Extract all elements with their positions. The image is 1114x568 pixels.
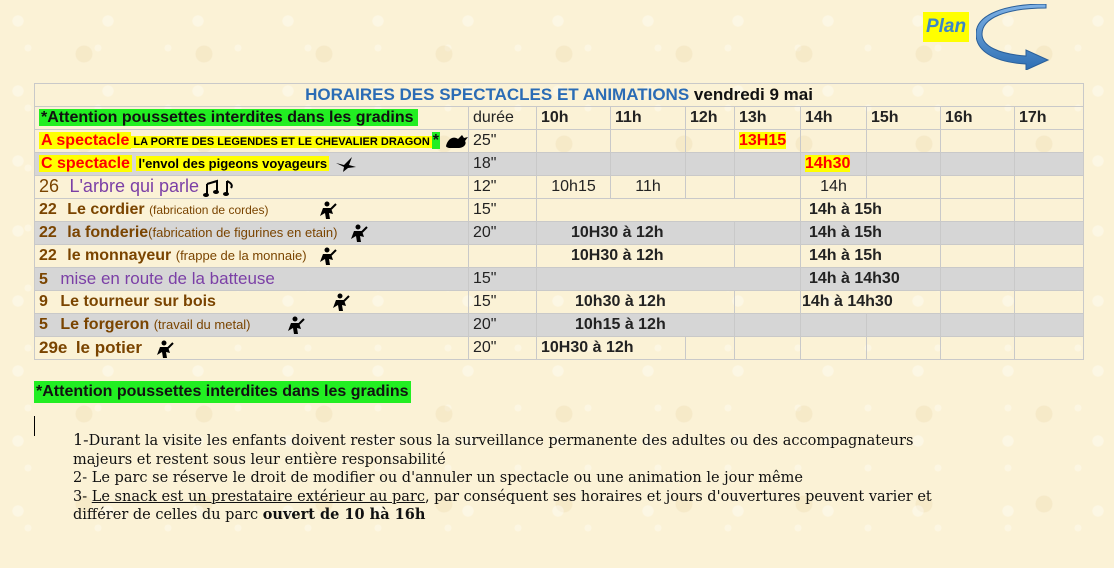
show-detail: (fabrication de figurines en etain) <box>148 225 338 241</box>
show-id: 22 <box>39 247 57 265</box>
table-row <box>35 153 1084 176</box>
header-warning-cell <box>35 107 469 130</box>
table-row <box>35 314 1084 337</box>
time-cell <box>801 153 867 176</box>
show-id: 22 <box>39 224 57 242</box>
duration-cell: 15" <box>469 291 537 314</box>
show-name: LA PORTE DES LEGENDES ET LE CHEVALIER DRAGON <box>133 136 430 149</box>
table-row <box>35 245 1084 268</box>
table-row <box>35 222 1084 245</box>
time-range-pm: 14h à 15h <box>801 245 941 268</box>
show-time: 14h30 <box>805 155 851 172</box>
header-row <box>35 107 1084 130</box>
show-cell <box>35 337 469 360</box>
note-3: 3- Le snack est un prestataire extérieur au parc, par conséquent ses horaires et jours d'ouvertures peuvent varier et <box>73 488 932 505</box>
craftsman-icon <box>285 316 305 334</box>
show-cell <box>35 291 469 314</box>
duration-cell: 25" <box>469 130 537 153</box>
show-cell <box>35 245 469 268</box>
show-name: Le forgeron <box>60 316 150 334</box>
show-name: L'arbre qui parle <box>69 176 199 197</box>
show-cell <box>35 130 469 153</box>
time-range-pm: 14h à 15h <box>801 222 941 245</box>
craftsman-icon <box>348 224 368 242</box>
notes-section <box>73 431 1013 525</box>
hour-header-14h: 14h <box>801 107 867 130</box>
time-range-pm: 14h à 14h30 <box>801 291 941 314</box>
craftsman-icon <box>317 201 337 219</box>
duration-cell: 20" <box>469 314 537 337</box>
bird-icon <box>334 155 358 173</box>
hour-header-13h: 13h <box>735 107 801 130</box>
craftsman-icon <box>154 340 174 358</box>
hour-header-11h: 11h <box>611 107 686 130</box>
craftsman-icon <box>330 293 350 311</box>
duration-cell: 12" <box>469 176 537 199</box>
show-id: 26 <box>39 176 60 197</box>
show-id: 22 <box>39 201 57 219</box>
time-cell: 10h15 <box>537 176 611 199</box>
schedule-table <box>34 83 1084 360</box>
note-1: 1-Durant la visite les enfants doivent rester sous la surveillance permanente des adultes ou des accompagnateurs <box>73 430 914 449</box>
text-cursor <box>34 416 35 436</box>
table-row <box>35 268 1084 291</box>
show-detail: (fabrication de cordes) <box>149 203 269 218</box>
table-row <box>35 130 1084 153</box>
show-name: mise en route de la batteuse <box>60 269 275 288</box>
dragon-icon <box>444 132 470 150</box>
show-detail: (travail du metal) <box>153 317 251 333</box>
hour-header-16h: 16h <box>941 107 1015 130</box>
show-detail: (frappe de la monnaie) <box>175 248 307 264</box>
time-cell <box>735 130 801 153</box>
duration-cell: 20" <box>469 337 537 360</box>
show-id: 5 <box>39 271 48 288</box>
show-name: Le tourneur sur bois <box>60 293 216 311</box>
hour-header-12h: 12h <box>686 107 735 130</box>
show-cell <box>35 199 469 222</box>
time-range-pm: 14h à 14h30 <box>801 268 941 291</box>
duration-cell: 15" <box>469 268 537 291</box>
hour-header-17h: 17h <box>1015 107 1084 130</box>
stroller-warning-footer: *Attention poussettes interdites dans les gradins <box>34 381 411 403</box>
show-name: le monnayeur <box>67 247 172 265</box>
duration-cell <box>469 245 537 268</box>
show-cell <box>35 222 469 245</box>
duration-cell: 15" <box>469 199 537 222</box>
table-row <box>35 199 1084 222</box>
table-title <box>35 84 1084 107</box>
table-title-row <box>35 84 1084 107</box>
duration-cell: 20" <box>469 222 537 245</box>
music-notes-icon <box>203 178 237 198</box>
show-id: 9 <box>39 293 48 311</box>
title-main: HORAIRES DES SPECTACLES ET ANIMATIONS <box>305 85 690 104</box>
show-cell <box>35 268 469 291</box>
title-date: vendredi 9 mai <box>693 85 813 104</box>
hour-header-15h: 15h <box>867 107 941 130</box>
show-cell <box>35 314 469 337</box>
time-cell: 14h <box>801 176 867 199</box>
show-name: l'envol des pigeons voyageurs <box>138 156 328 172</box>
show-id: 29e <box>39 338 68 357</box>
show-name: Le cordier <box>67 201 145 219</box>
note-3-continued: différer de celles du parc ouvert de 10 hà 16h <box>73 506 426 523</box>
plan-link[interactable]: Plan <box>923 12 969 42</box>
stroller-warning: *Attention poussettes interdites dans les gradins <box>39 109 418 126</box>
time-range-am: 10h15 à 12h <box>537 314 735 337</box>
time-range-pm: 14h à 15h <box>801 199 941 222</box>
show-cell <box>35 153 469 176</box>
show-id: C spectacle <box>41 155 130 173</box>
show-star: * <box>432 132 439 150</box>
show-time: 13H15 <box>739 132 787 149</box>
table-row <box>35 291 1084 314</box>
time-range-am: 10H30 à 12h <box>537 245 735 268</box>
show-name: la fonderie <box>67 224 149 242</box>
duration-header: durée <box>469 107 537 130</box>
show-id: A spectacle <box>41 132 130 150</box>
hour-header-10h: 10h <box>537 107 611 130</box>
show-id: 5 <box>39 316 48 334</box>
duration-cell: 18" <box>469 153 537 176</box>
show-cell <box>35 176 469 199</box>
show-name: le potier <box>75 338 142 357</box>
time-range-am: 10H30 à 12h <box>537 337 686 360</box>
time-range-am: 10H30 à 12h <box>537 222 735 245</box>
craftsman-icon <box>317 247 337 265</box>
time-cell: 11h <box>611 176 686 199</box>
note-2: 2- Le parc se réserve le droit de modifier ou d'annuler un spectacle ou une animation le jour même <box>73 470 803 486</box>
table-row <box>35 337 1084 360</box>
note-1-continued: majeurs et restent sous leur entière responsabilité <box>73 451 446 468</box>
table-row <box>35 176 1084 199</box>
time-range-am: 10h30 à 12h <box>537 291 735 314</box>
curved-arrow-icon[interactable] <box>976 4 1052 70</box>
